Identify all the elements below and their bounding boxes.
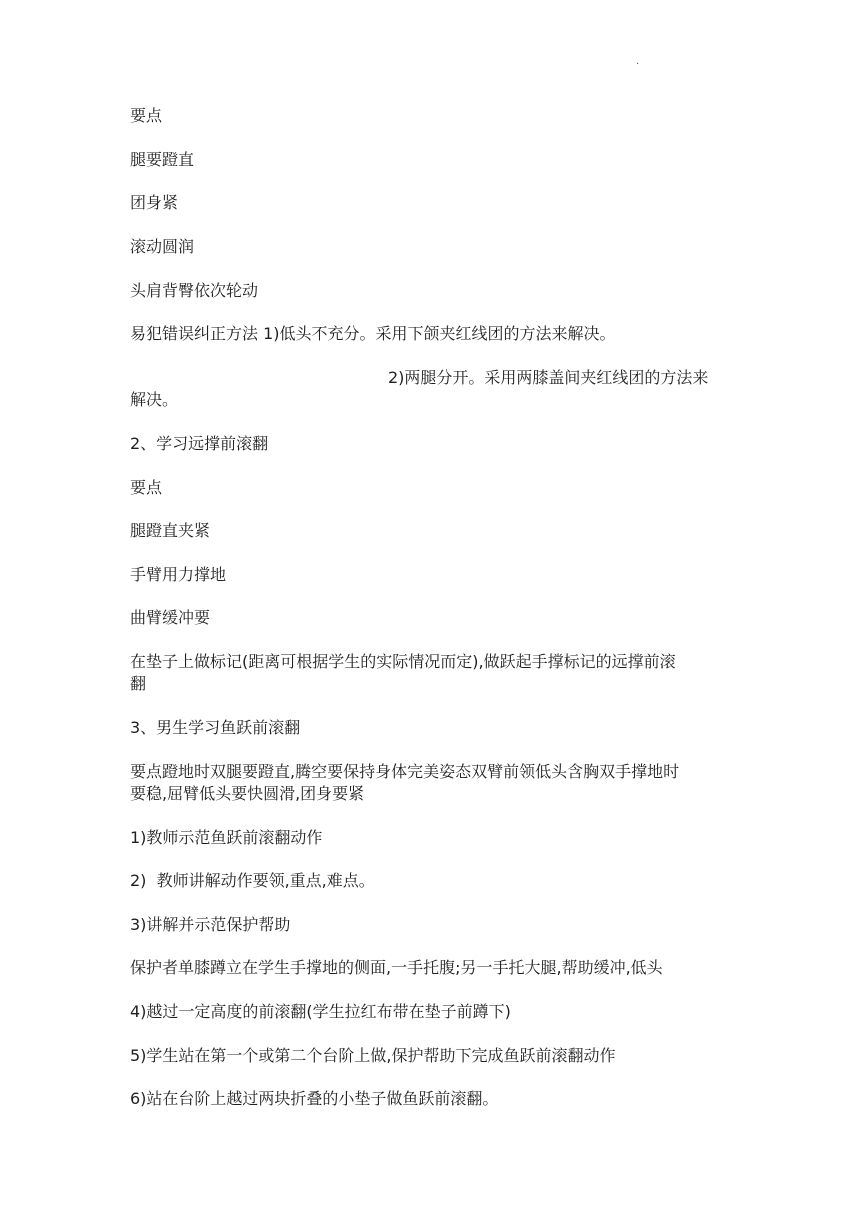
paragraph-text: 4)越过一定高度的前滚翻(学生拉红布带在垫子前蹲下) xyxy=(130,1002,511,1021)
paragraph-text: 3、男生学习鱼跃前滚翻 xyxy=(130,718,301,737)
numbered-item xyxy=(130,1045,740,1067)
paragraph-text: 2、学习远撑前滚翻 xyxy=(130,434,269,453)
paragraph-text: 手臂用力撑地 xyxy=(130,565,227,584)
key-point-item xyxy=(130,280,740,302)
body-paragraph xyxy=(130,651,740,695)
paragraph-text: 1)教师示范鱼跃前滚翻动作 xyxy=(130,828,323,847)
key-point-item xyxy=(130,236,740,258)
error-correction-continuation xyxy=(130,367,740,411)
numbered-item xyxy=(130,870,740,892)
body-paragraph xyxy=(130,957,740,979)
paragraph-text: 翻 xyxy=(130,674,147,693)
paragraph-text: 2)两腿分开。采用两膝盖间夹红线团的方法来 xyxy=(388,368,709,387)
paragraph-text: 要点蹬地时双腿要蹬直,腾空要保持身体完美姿态双臂前领低头含胸双手撑地时 xyxy=(130,762,680,781)
key-point-item xyxy=(130,564,740,586)
paragraph-text: 5)学生站在第一个或第二个台阶上做,保护帮助下完成鱼跃前滚翻动作 xyxy=(130,1046,616,1065)
page-mark: . xyxy=(636,56,640,67)
paragraph-text: 滚动圆润 xyxy=(130,237,195,256)
paragraph-text: 要稳,屈臂低头要快圆滑,团身要紧 xyxy=(130,784,365,803)
numbered-item xyxy=(130,827,740,849)
key-point-item xyxy=(130,192,740,214)
key-point-item xyxy=(130,607,740,629)
heading-key-points xyxy=(130,105,740,127)
numbered-item xyxy=(130,1001,740,1023)
paragraph-text: 2) 教师讲解动作要领,重点,难点。 xyxy=(130,871,375,890)
key-point-item xyxy=(130,520,740,542)
numbered-item xyxy=(130,1088,740,1110)
section-heading xyxy=(130,717,740,739)
numbered-item xyxy=(130,914,740,936)
paragraph-text: 要点 xyxy=(130,478,163,497)
paragraph-text: 解决。 xyxy=(130,390,179,409)
paragraph-text: 保护者单膝蹲立在学生手撑地的侧面,一手托腹;另一手托大腿,帮助缓冲,低头 xyxy=(130,958,663,977)
section-heading xyxy=(130,433,740,455)
paragraph-text: 在垫子上做标记(距离可根据学生的实际情况而定),做跃起手撑标记的远撑前滚 xyxy=(130,652,676,671)
paragraph-text: 团身紧 xyxy=(130,193,179,212)
paragraph-text: 曲臂缓冲要 xyxy=(130,608,211,627)
paragraph-text: 3)讲解并示范保护帮助 xyxy=(130,915,291,934)
body-paragraph xyxy=(130,761,740,805)
key-point-item xyxy=(130,149,740,171)
error-correction-paragraph xyxy=(130,323,740,345)
paragraph-text: 要点 xyxy=(130,106,163,125)
paragraph-text: 6)站在台阶上越过两块折叠的小垫子做鱼跃前滚翻。 xyxy=(130,1089,499,1108)
paragraph-text: 腿蹬直夹紧 xyxy=(130,521,211,540)
paragraph-text: 易犯错误纠正方法 1)低头不充分。采用下颌夹红线团的方法来解决。 xyxy=(130,324,616,343)
heading-key-points xyxy=(130,477,740,499)
paragraph-text: 腿要蹬直 xyxy=(130,150,195,169)
paragraph-text: 头肩背臀依次轮动 xyxy=(130,281,259,300)
